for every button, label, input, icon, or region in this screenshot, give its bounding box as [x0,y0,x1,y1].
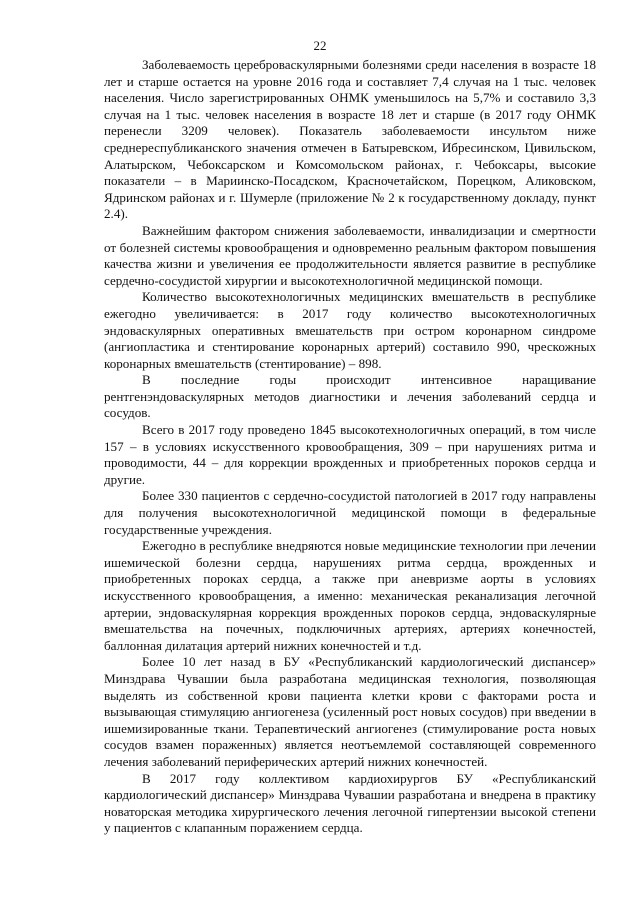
paragraph-cerebrovascular-morbidity: Заболеваемость цереброваскулярными болезнями среди населения в возрасте 18 лет и старше остается на уровне 2016 года и составляет 7,4 случая на 1 тыс. человек населения. Число зарегистрированных ОНМК уменьшилось на 5,7% и составило 3,3 случая на 1 тыс. человек населения в возрасте 18 лет и старше (в 2017 году ОНМК перенесли 3209 человек). Показатель заболеваемости инсультом ниже среднереспубликанского значения отмечен в Батыревском, Ибресинском, Цивильском, Алатырском, Чебоксарском и Комсомольском районах, г. Чебоксары, высокие показатели – в Мариинско-Посадском, Красночетайском, Порецком, Аликовском, Ядринском районах и г. Шумерле (приложение № 2 к государственному докладу, пункт 2.4). [104,57,596,222]
page-number: 22 [313,38,327,53]
paragraph-new-technologies: Ежегодно в республике внедряются новые медицинские технологии при лечении ишемической болезни сердца, нарушениях ритма сердца, врожденных и приобретенных пороках сердца, а также при аневризме аорты в условиях искусственного кровообращения, а именно: механическая реканализация легочной артерии, эндоваскулярная коррекция врожденных пороков сердца, эндоваскулярные вмешательства на почечных, подключичных артериях, артериях конечностей, баллонная дилатация артерий нижних конечностей и т.д. [104,538,596,653]
paragraph-endovascular-methods: В последние годы происходит интенсивное наращивание рентгенэндоваскулярных методов диагностики и лечения заболеваний сердца и сосудов. [104,372,596,421]
document-body [104,57,596,837]
paragraph-high-tech-interventions: Количество высокотехнологичных медицинских вмешательств в республике ежегодно увеличивается: в 2017 году количество высокотехнологичных эндоваскулярных оперативных вмешательств при остром коронарном синдроме (ангиопластика и стентирование коронарных артерий) составило 990, чрескожных коронарных вмешательств (стентирование) – 898. [104,289,596,371]
paragraph-pulmonary-hypertension: В 2017 году коллективом кардиохирургов БУ «Республиканский кардиологический диспансер» Минздрава Чувашии разработана и внедрена в практику новаторская методика хирургического лечения легочной гипертензии высокой степени у пациентов с клапанным поражением сердца. [104,770,596,836]
paragraph-angiogenesis: Более 10 лет назад в БУ «Республиканский кардиологический диспансер» Минздрава Чувашии была разработана медицинская технология, позволяющая выделять из собственной крови пациента клетки крови с факторами роста и вызывающая стимуляцию ангиогенеза (усиленный рост новых сосудов) при введении в ишемизированные ткани. Терапевтический ангиогенез (стимулирование роста новых сосудов взамен пораженных) является неотъемлемой составляющей современного лечения заболеваний периферических артерий нижних конечностей. [104,654,596,769]
paragraph-federal-referrals: Более 330 пациентов с сердечно-сосудистой патологией в 2017 году направлены для получения высокотехнологичной медицинской помощи в федеральные государственные учреждения. [104,488,596,537]
paragraph-key-factor: Важнейшим фактором снижения заболеваемости, инвалидизации и смертности от болезней системы кровообращения и одновременно реальным фактором повышения качества жизни и увеличения ее продолжительности является развитие в республике сердечно-сосудистой хирургии и высокотехнологичной медицинской помощи. [104,222,596,288]
paragraph-operations-total: Всего в 2017 году проведено 1845 высокотехнологичных операций, в том числе 157 – в условиях искусственного кровообращения, 309 – при нарушениях ритма и проводимости, 44 – для коррекции врожденных и приобретенных пороков сердца и другие. [104,422,596,487]
